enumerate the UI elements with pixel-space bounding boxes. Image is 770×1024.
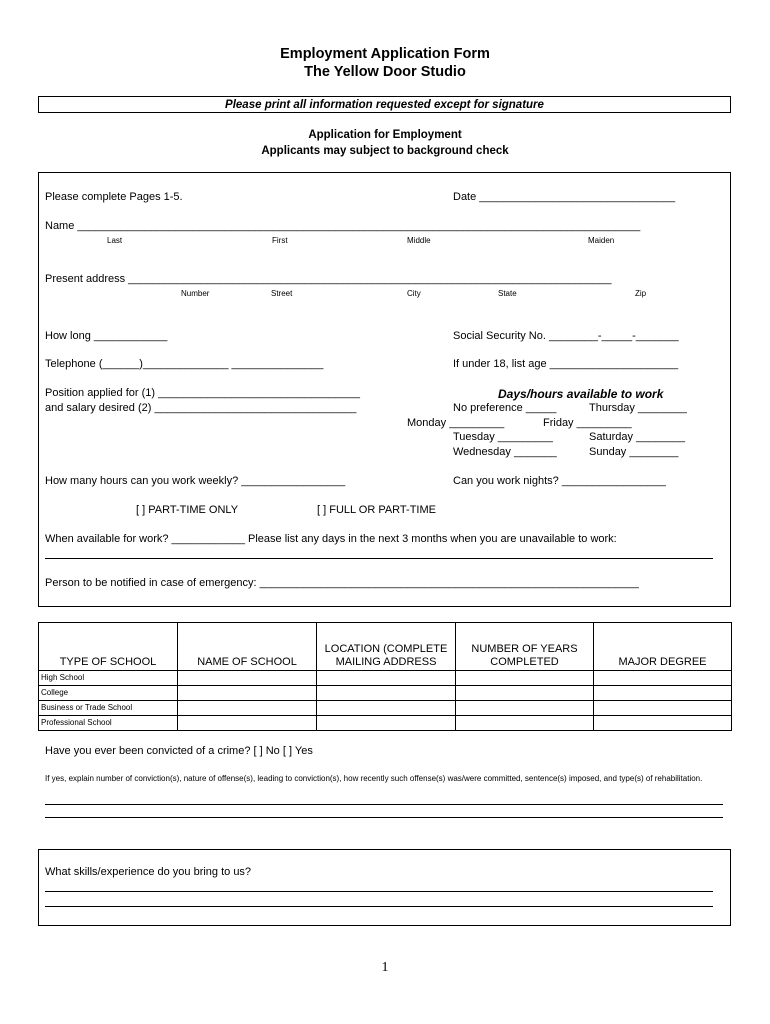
under-18-age-field[interactable]: If under 18, list age _____________________	[453, 358, 679, 370]
table-cell[interactable]	[456, 686, 594, 701]
address-part-zip: Zip	[635, 289, 647, 298]
emergency-contact-field[interactable]: Person to be notified in case of emergency: ______________________________________________________________	[45, 577, 639, 589]
table-cell[interactable]	[317, 716, 456, 731]
application-heading: Application for Employment	[308, 129, 462, 141]
school-type-label: College	[39, 686, 178, 701]
table-cell[interactable]	[594, 686, 732, 701]
ssn-field[interactable]: Social Security No. ________-_____-_______	[453, 330, 679, 342]
monday-field[interactable]: Monday _________	[407, 417, 505, 429]
studio-name: The Yellow Door Studio	[304, 64, 466, 80]
location-header: LOCATION (COMPLETE MAILING ADDRESS	[317, 623, 456, 671]
years-completed-header: NUMBER OF YEARS COMPLETED	[456, 623, 594, 671]
telephone-field[interactable]: Telephone (______)______________ _______________	[45, 358, 324, 370]
position-2-field[interactable]: and salary desired (2) _________________________________	[45, 402, 357, 414]
form-title: Employment Application Form	[280, 46, 490, 62]
table-cell[interactable]	[178, 701, 317, 716]
page-number: 1	[381, 960, 389, 975]
hours-weekly-field[interactable]: How many hours can you work weekly? _________________	[45, 475, 346, 487]
wednesday-field[interactable]: Wednesday _______	[453, 446, 557, 458]
when-available-field[interactable]: When available for work? ____________ Please list any days in the next 3 months when you are unavailable to work:	[45, 533, 617, 545]
address-part-state: State	[498, 289, 517, 298]
sunday-field[interactable]: Sunday ________	[589, 446, 679, 458]
crime-explain-line[interactable]	[45, 804, 723, 805]
nights-field[interactable]: Can you work nights? _________________	[453, 475, 666, 487]
date-field[interactable]: Date ________________________________	[453, 191, 676, 203]
education-table	[38, 622, 732, 731]
major-degree-header: MAJOR DEGREE	[594, 623, 732, 671]
name-of-school-header: NAME OF SCHOOL	[178, 623, 317, 671]
skills-section	[38, 849, 731, 926]
table-cell[interactable]	[594, 671, 732, 686]
name-field[interactable]: Name ____________________________________________________________________________________________	[45, 220, 641, 232]
education-header-row	[39, 623, 732, 671]
table-cell[interactable]	[317, 671, 456, 686]
table-cell[interactable]	[178, 716, 317, 731]
table-cell[interactable]	[594, 716, 732, 731]
name-part-first: First	[272, 236, 288, 245]
table-row	[39, 686, 732, 701]
school-type-label: Professional School	[39, 716, 178, 731]
table-cell[interactable]	[317, 686, 456, 701]
tuesday-field[interactable]: Tuesday _________	[453, 431, 553, 443]
unavailable-days-line[interactable]	[45, 558, 713, 559]
skills-question: What skills/experience do you bring to us?	[45, 866, 252, 878]
crime-question: Have you ever been convicted of a crime? [ ] No [ ] Yes	[45, 745, 313, 757]
crime-explain-instructions: If yes, explain number of conviction(s), nature of offense(s), leading to conviction(s), how recently such offense(s) was/were committed, sentence(s) imposed, and type(s) of rehabilitation.	[45, 774, 703, 783]
friday-field[interactable]: Friday _________	[543, 417, 632, 429]
table-cell[interactable]	[594, 701, 732, 716]
name-part-middle: Middle	[407, 236, 431, 245]
name-part-maiden: Maiden	[588, 236, 615, 245]
table-row	[39, 716, 732, 731]
thursday-field[interactable]: Thursday ________	[589, 402, 687, 414]
full-part-time-checkbox[interactable]: [ ] FULL OR PART-TIME	[317, 504, 436, 516]
address-part-number: Number	[181, 289, 210, 298]
how-long-field[interactable]: How long ____________	[45, 330, 168, 342]
saturday-field[interactable]: Saturday ________	[589, 431, 686, 443]
background-check-note: Applicants may subject to background check	[261, 145, 509, 157]
table-cell[interactable]	[317, 701, 456, 716]
crime-explain-line[interactable]	[45, 817, 723, 818]
skills-answer-line[interactable]	[45, 891, 713, 892]
school-type-label: High School	[39, 671, 178, 686]
table-cell[interactable]	[178, 671, 317, 686]
address-part-city: City	[407, 289, 421, 298]
print-notice: Please print all information requested except for signature	[38, 96, 731, 113]
days-available-heading: Days/hours available to work	[498, 387, 664, 401]
school-type-label: Business or Trade School	[39, 701, 178, 716]
type-of-school-header: TYPE OF SCHOOL	[39, 623, 178, 671]
position-1-field[interactable]: Position applied for (1) _________________________________	[45, 387, 360, 399]
part-time-checkbox[interactable]: [ ] PART-TIME ONLY	[136, 504, 239, 516]
complete-pages-note: Please complete Pages 1-5.	[45, 191, 183, 203]
table-cell[interactable]	[456, 701, 594, 716]
address-field[interactable]: Present address _______________________________________________________________________________	[45, 273, 612, 285]
name-part-last: Last	[107, 236, 123, 245]
table-row	[39, 671, 732, 686]
table-cell[interactable]	[456, 716, 594, 731]
table-row	[39, 701, 732, 716]
skills-answer-line[interactable]	[45, 906, 713, 907]
table-cell[interactable]	[456, 671, 594, 686]
table-cell[interactable]	[178, 686, 317, 701]
address-part-street: Street	[271, 289, 293, 298]
no-preference-field[interactable]: No preference _____	[453, 402, 557, 414]
